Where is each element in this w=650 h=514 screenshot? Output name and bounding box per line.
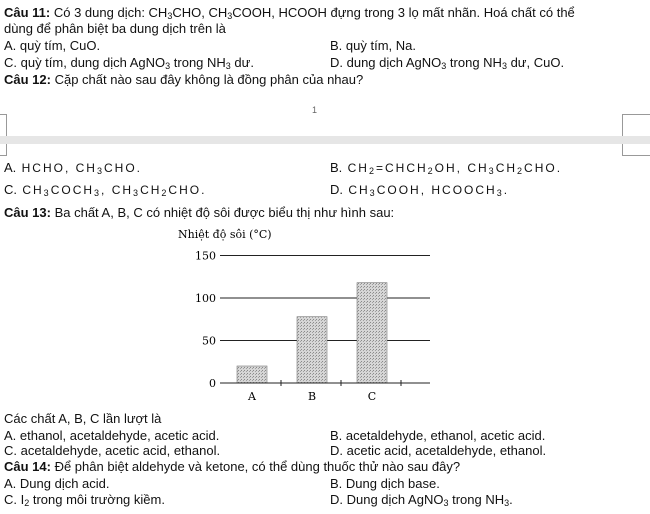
page-corner-left	[0, 114, 7, 156]
sub: 2	[161, 188, 169, 198]
text: COOH, HCOOCH	[376, 183, 497, 197]
q14-option-d[interactable]	[330, 492, 513, 507]
q11-option-a[interactable]: A. quỳ tím, CuO.	[4, 38, 101, 53]
text: =CHCH	[375, 161, 428, 175]
x-tick-label: B	[307, 390, 317, 403]
sub: 3	[227, 11, 233, 21]
text: CH	[140, 183, 162, 197]
text: .	[503, 183, 510, 197]
q12-option-b[interactable]	[330, 160, 562, 176]
q11-text: CHO, CH	[172, 5, 228, 20]
x-tick-label: C	[367, 390, 377, 403]
sub: 3	[165, 61, 171, 71]
page-corner-right	[622, 114, 650, 156]
q13-option-b[interactable]: B. acetaldehyde, ethanol, acetic acid.	[330, 428, 546, 443]
text: D. Dung dịch AgNO	[330, 492, 444, 507]
page-number: 1	[312, 105, 318, 115]
q11-stem-line2: dùng để phân biệt ba dung dịch trên là	[4, 21, 226, 36]
sub: 3	[488, 166, 496, 176]
text: CHO.	[168, 183, 207, 197]
sub: 3	[96, 166, 104, 176]
q12-stem	[4, 72, 363, 87]
text: CHO.	[524, 161, 563, 175]
sub: 3	[501, 61, 507, 71]
text: C. quỳ tím, dung dịch AgNO	[4, 55, 166, 70]
sub: 3	[443, 498, 449, 508]
sub: 3	[369, 188, 377, 198]
formula	[16, 161, 142, 175]
q14-option-a[interactable]: A. Dung dịch acid.	[4, 476, 110, 491]
q14-title: Câu 14:	[4, 459, 51, 474]
formula	[343, 183, 509, 197]
q13-option-a[interactable]: A. ethanol, acetaldehyde, acetic acid.	[4, 428, 220, 443]
text: CH	[342, 161, 369, 175]
q13-text: Ba chất A, B, C có nhiệt độ sôi được biểu thị như hình sau:	[50, 205, 395, 220]
text: COCH	[50, 183, 95, 197]
text: trong NH	[170, 55, 226, 70]
q12-option-a[interactable]	[4, 160, 142, 176]
text: OH, CH	[434, 161, 489, 175]
q13-title: Câu 13:	[4, 205, 51, 220]
sub: 3	[94, 188, 102, 198]
q13-option-c[interactable]: C. acetaldehyde, acetic acid, ethanol.	[4, 443, 221, 458]
text: CH	[17, 183, 44, 197]
text: CH	[495, 161, 518, 175]
y-tick-label: 150	[195, 249, 216, 263]
bar-A	[237, 366, 267, 383]
sub: 3	[167, 11, 173, 21]
text: D. dung dịch AgNO	[330, 55, 442, 70]
sub: 3	[441, 61, 447, 71]
sub: 2	[427, 166, 435, 176]
label: B.	[330, 160, 343, 175]
sub: 3	[504, 498, 510, 508]
q12-title: Câu 12:	[4, 72, 51, 87]
text: , CH	[101, 183, 134, 197]
q11-option-d[interactable]	[330, 55, 564, 70]
sub: 3	[225, 61, 231, 71]
sub: 3	[133, 188, 141, 198]
q13-option-d[interactable]: D. acetic acid, acetaldehyde, ethanol.	[330, 443, 547, 458]
text: C. I	[4, 492, 25, 507]
text: trong NH	[448, 492, 505, 507]
q14-option-c[interactable]	[4, 492, 165, 507]
q14-stem	[4, 459, 460, 474]
text: CH	[343, 183, 370, 197]
boiling-point-chart	[160, 226, 440, 411]
q11-text: Có 3 dung dịch: CH	[50, 5, 168, 20]
formula	[17, 183, 206, 197]
y-tick-label: 50	[202, 334, 216, 348]
y-tick-label: 0	[209, 377, 216, 390]
text: dư.	[230, 55, 254, 70]
sub: 2	[517, 166, 525, 176]
bar-C	[357, 283, 387, 383]
q12-text: Cặp chất nào sau đây không là đồng phân của nhau?	[50, 72, 364, 87]
chart-svg	[160, 226, 440, 411]
bar-B	[297, 317, 327, 383]
text: HCHO, CH	[16, 161, 97, 175]
q12-option-c[interactable]	[4, 182, 206, 198]
q11-option-b[interactable]: B. quỳ tím, Na.	[330, 38, 416, 53]
sub: 2	[368, 166, 376, 176]
q12-option-d[interactable]	[330, 182, 509, 198]
text: trong môi trường kiềm.	[29, 492, 165, 507]
sub: 2	[24, 498, 30, 508]
text: trong NH	[446, 55, 502, 70]
text: CHO.	[103, 161, 142, 175]
q14-text: Để phân biệt aldehyde và ketone, có thể dùng thuốc thử nào sau đây?	[50, 459, 461, 474]
formula	[342, 161, 562, 175]
y-tick-label: 100	[195, 292, 216, 305]
q13-after-text: Các chất A, B, C lần lượt là	[4, 411, 162, 426]
q14-option-b[interactable]: B. Dung dịch base.	[330, 476, 440, 491]
sub: 3	[496, 188, 504, 198]
chart-title: Nhiệt độ sôi (°C)	[178, 228, 272, 241]
page-break-band	[0, 136, 650, 144]
q11-text: COOH, HCOOH đựng trong 3 lọ mất nhãn. Hoá chất có thể	[232, 5, 575, 20]
q11-option-c[interactable]	[4, 55, 254, 70]
q11-stem	[4, 5, 575, 20]
sub: 3	[43, 188, 51, 198]
text: dư, CuO.	[506, 55, 565, 70]
x-tick-label: A	[248, 390, 256, 403]
label: A.	[4, 160, 17, 175]
q13-stem	[4, 205, 394, 220]
label: D.	[330, 182, 343, 197]
q11-title: Câu 11:	[4, 5, 51, 20]
label: C.	[4, 182, 17, 197]
text: .	[509, 492, 513, 507]
